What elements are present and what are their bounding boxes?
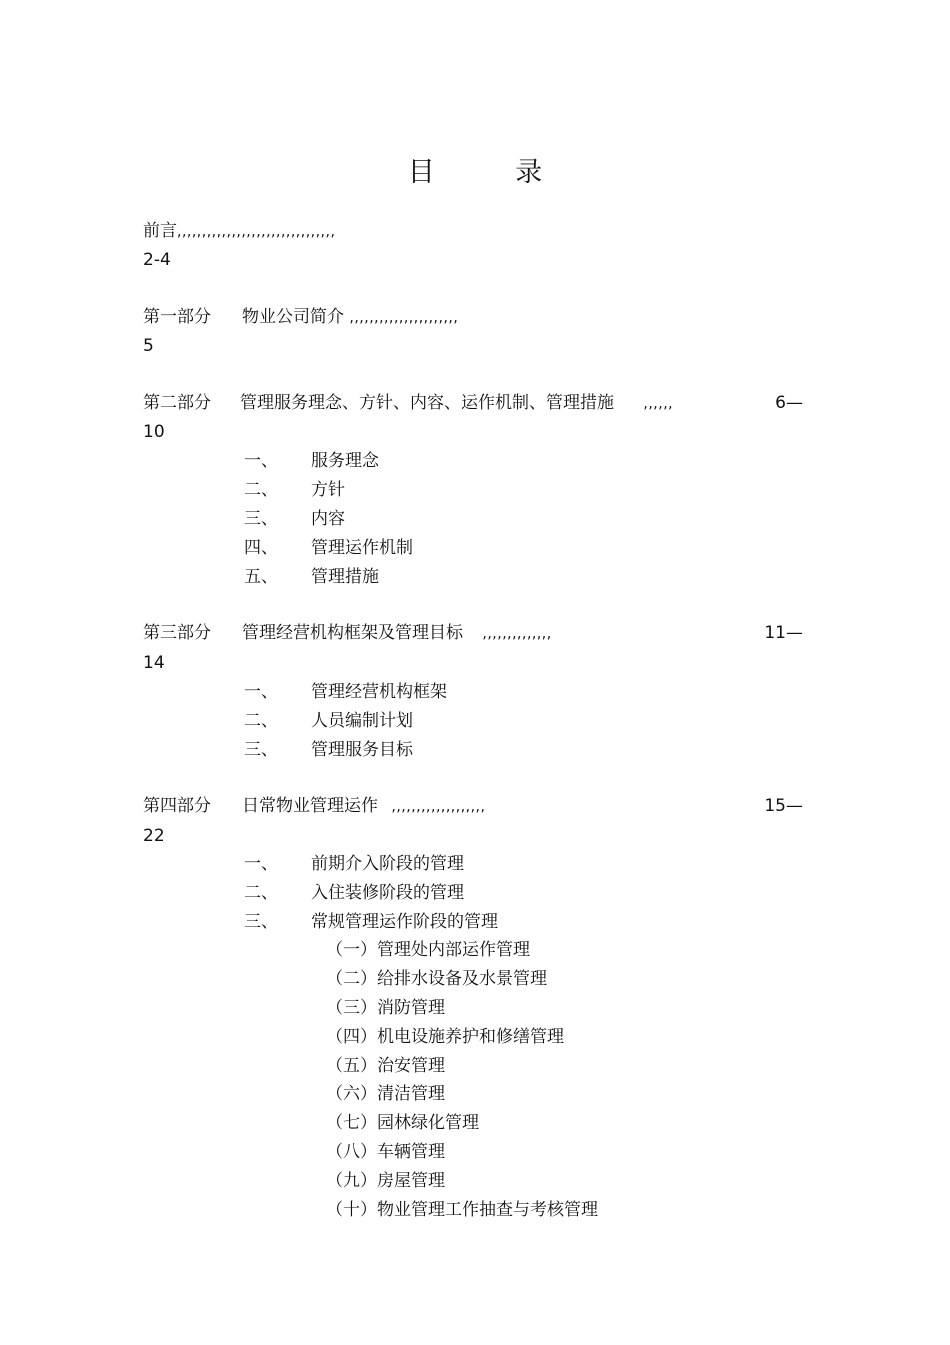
part2-pages-end: 10 <box>143 422 165 442</box>
leader-dots: ,,,,,, <box>643 396 674 412</box>
toc-subentry[interactable]: 常规管理运作阶段的管理 <box>311 912 498 932</box>
part4-label: 第四部分 <box>143 796 211 816</box>
leader-dots: ,,,,,,,,,,,,,,,,,,,,,,,,,,,,,,,, <box>177 224 336 240</box>
part1-pages: 5 <box>143 336 154 356</box>
toc-subentry[interactable]: 管理经营机构框架 <box>311 682 447 702</box>
toc-entry-part2[interactable] <box>240 392 673 415</box>
toc-entry-part1[interactable] <box>242 306 458 329</box>
part4-item-num: 三、 <box>244 912 278 932</box>
part1-title: 物业公司简介 <box>242 307 344 327</box>
toc-subsubentry[interactable]: （一）管理处内部运作管理 <box>326 940 530 960</box>
toc-subentry[interactable]: 方针 <box>311 480 345 500</box>
part2-pages-start: 6— <box>775 393 803 413</box>
part4-pages-end: 22 <box>143 826 165 846</box>
leader-dots: ,,,,,,,,,,,,,,,,,,,,,, <box>349 310 459 326</box>
part1-label: 第一部分 <box>143 307 211 327</box>
part2-item-num: 一、 <box>244 451 278 471</box>
toc-subsubentry[interactable]: （七）园林绿化管理 <box>326 1113 479 1133</box>
toc-entry-preface[interactable] <box>143 220 335 243</box>
part3-title: 管理经营机构框架及管理目标 <box>242 623 463 643</box>
part3-item-num: 一、 <box>244 682 278 702</box>
part2-item-num: 四、 <box>244 538 278 558</box>
part4-pages-start: 15— <box>764 796 803 816</box>
toc-subsubentry[interactable]: （六）清洁管理 <box>326 1084 445 1104</box>
page-title: 目 录 <box>407 157 579 188</box>
toc-entry-part4[interactable] <box>242 795 485 818</box>
leader-dots: ,,,,,,,,,,,,,, <box>482 626 552 642</box>
part3-pages-end: 14 <box>143 653 165 673</box>
toc-subentry[interactable]: 内容 <box>311 509 345 529</box>
part2-item-num: 五、 <box>244 567 278 587</box>
part2-label: 第二部分 <box>143 393 211 413</box>
toc-subentry[interactable]: 管理服务目标 <box>311 740 413 760</box>
toc-entry-part3[interactable] <box>242 622 552 645</box>
part2-item-num: 二、 <box>244 480 278 500</box>
toc-subentry[interactable]: 前期介入阶段的管理 <box>311 854 464 874</box>
toc-subsubentry[interactable]: （八）车辆管理 <box>326 1142 445 1162</box>
preface-label: 前言 <box>143 221 177 241</box>
toc-subsubentry[interactable]: （五）治安管理 <box>326 1056 445 1076</box>
part4-item-num: 二、 <box>244 883 278 903</box>
toc-subentry[interactable]: 管理运作机制 <box>311 538 413 558</box>
toc-subsubentry[interactable]: （三）消防管理 <box>326 998 445 1018</box>
preface-pages: 2-4 <box>143 250 171 270</box>
part2-title: 管理服务理念、方针、内容、运作机制、管理措施 <box>240 393 614 413</box>
part3-item-num: 三、 <box>244 740 278 760</box>
toc-subentry[interactable]: 人员编制计划 <box>311 711 413 731</box>
part4-item-num: 一、 <box>244 854 278 874</box>
toc-subsubentry[interactable]: （十）物业管理工作抽查与考核管理 <box>326 1200 598 1220</box>
part3-label: 第三部分 <box>143 623 211 643</box>
toc-subsubentry[interactable]: （二）给排水设备及水景管理 <box>326 969 547 989</box>
part2-item-num: 三、 <box>244 509 278 529</box>
toc-subentry[interactable]: 管理措施 <box>311 567 379 587</box>
part4-title: 日常物业管理运作 <box>242 796 378 816</box>
toc-subentry[interactable]: 入住装修阶段的管理 <box>311 883 464 903</box>
toc-subentry[interactable]: 服务理念 <box>311 451 379 471</box>
leader-dots: ,,,,,,,,,,,,,,,,,,, <box>391 799 486 815</box>
part3-item-num: 二、 <box>244 711 278 731</box>
toc-subsubentry[interactable]: （四）机电设施养护和修缮管理 <box>326 1027 564 1047</box>
part3-pages-start: 11— <box>764 623 803 643</box>
toc-subsubentry[interactable]: （九）房屋管理 <box>326 1171 445 1191</box>
